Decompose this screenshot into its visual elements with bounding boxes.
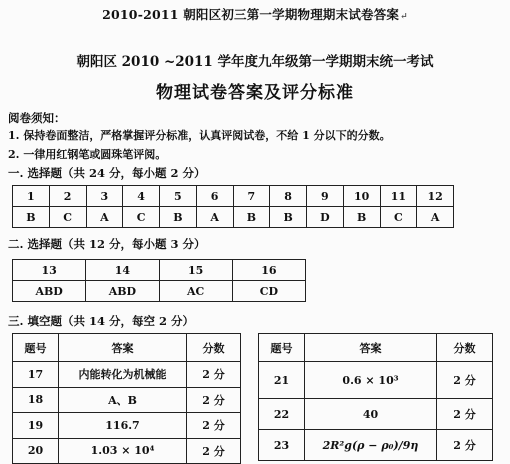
section2-answer-row bbox=[13, 281, 306, 302]
section2-answer-cell: ABD bbox=[13, 281, 86, 302]
table-row bbox=[13, 413, 241, 439]
document-title bbox=[0, 5, 510, 23]
question-number: 21 bbox=[259, 362, 305, 399]
section1-answer-cell: B bbox=[343, 207, 380, 228]
section2-answer-cell: AC bbox=[159, 281, 232, 302]
section2-number-row bbox=[13, 260, 306, 281]
answer-cell: 40 bbox=[305, 399, 437, 430]
section3-left-table bbox=[12, 333, 241, 464]
score-cell: 2 分 bbox=[437, 430, 493, 461]
section1-answer-cell: B bbox=[13, 207, 50, 228]
notice-heading: 阅卷须知： bbox=[8, 111, 66, 125]
section1-answer-cell: B bbox=[160, 207, 197, 228]
table-row bbox=[259, 430, 493, 461]
section3-heading: 三. 填空题（共 14 分，每空 2 分） bbox=[8, 314, 195, 328]
answer-cell: 0.6 × 10³ bbox=[305, 362, 437, 399]
section2-number-cell: 14 bbox=[86, 260, 159, 281]
section1-heading: 一. 选择题（共 24 分，每小题 2 分） bbox=[8, 166, 206, 180]
section3-right-header-row bbox=[259, 334, 493, 362]
header-num: 题号 bbox=[259, 334, 305, 362]
score-cell: 2 分 bbox=[437, 399, 493, 430]
section3-left-header-row bbox=[13, 334, 241, 362]
notice-line-1: 1. 保持卷面整洁，严格掌握评分标准，认真评阅试卷，不给 1 分以下的分数。 bbox=[8, 129, 391, 142]
score-cell: 2 分 bbox=[437, 362, 493, 399]
section1-number-cell: 5 bbox=[160, 186, 197, 207]
question-number: 18 bbox=[13, 387, 59, 413]
section1-number-cell: 1 bbox=[13, 186, 50, 207]
section1-answer-cell: A bbox=[196, 207, 233, 228]
exam-title: 朝阳区 2010 ~2011 学年度九年级第一学期期末统一考试 bbox=[76, 54, 434, 70]
header-score: 分数 bbox=[437, 334, 493, 362]
section3-right-table bbox=[258, 333, 493, 461]
return-mark-icon: ↵ bbox=[400, 12, 408, 22]
section1-answer-cell: A bbox=[86, 207, 123, 228]
formula-answer-cell: 2R²g(ρ − ρ₀)/9η bbox=[305, 430, 437, 461]
section1-number-cell: 4 bbox=[123, 186, 160, 207]
table-row bbox=[13, 387, 241, 413]
section2-number-cell: 13 bbox=[13, 260, 86, 281]
section1-number-cell: 9 bbox=[307, 186, 344, 207]
table-row bbox=[13, 362, 241, 388]
header-answer: 答案 bbox=[59, 334, 187, 362]
section2-heading: 二. 选择题（共 12 分，每小题 3 分） bbox=[8, 237, 206, 251]
header-answer: 答案 bbox=[305, 334, 437, 362]
document-title-text: 2010-2011 朝阳区初三第一学期物理期末试卷答案 bbox=[102, 7, 400, 22]
section1-number-cell: 8 bbox=[270, 186, 307, 207]
score-cell: 2 分 bbox=[187, 387, 241, 413]
section1-answer-row bbox=[13, 207, 454, 228]
section1-number-cell: 12 bbox=[417, 186, 454, 207]
answer-cell: 116.7 bbox=[59, 413, 187, 439]
section1-number-cell: 6 bbox=[196, 186, 233, 207]
table-row bbox=[259, 399, 493, 430]
answer-cell: A、B bbox=[59, 387, 187, 413]
section1-number-cell: 10 bbox=[343, 186, 380, 207]
section1-answer-cell: B bbox=[270, 207, 307, 228]
score-cell: 2 分 bbox=[187, 438, 241, 464]
answer-cell: 内能转化为机械能 bbox=[59, 362, 187, 388]
section1-answer-cell: C bbox=[49, 207, 86, 228]
header-num: 题号 bbox=[13, 334, 59, 362]
question-number: 20 bbox=[13, 438, 59, 464]
answer-title: 物理试卷答案及评分标准 bbox=[156, 83, 354, 103]
section1-number-cell: 3 bbox=[86, 186, 123, 207]
notice-line-2: 2. 一律用红钢笔或圆珠笔评阅。 bbox=[8, 148, 167, 161]
question-number: 22 bbox=[259, 399, 305, 430]
section2-number-cell: 16 bbox=[232, 260, 305, 281]
section1-answer-cell: C bbox=[123, 207, 160, 228]
table-row bbox=[13, 438, 241, 464]
question-number: 17 bbox=[13, 362, 59, 388]
section1-answer-cell: C bbox=[380, 207, 417, 228]
header-score: 分数 bbox=[187, 334, 241, 362]
section1-answer-cell: A bbox=[417, 207, 454, 228]
section1-number-cell: 2 bbox=[49, 186, 86, 207]
section2-answer-cell: CD bbox=[232, 281, 305, 302]
question-number: 19 bbox=[13, 413, 59, 439]
answer-cell: 1.03 × 10⁴ bbox=[59, 438, 187, 464]
section2-answer-cell: ABD bbox=[86, 281, 159, 302]
section1-answer-cell: D bbox=[307, 207, 344, 228]
score-cell: 2 分 bbox=[187, 362, 241, 388]
section1-number-row bbox=[13, 186, 454, 207]
section1-number-cell: 7 bbox=[233, 186, 270, 207]
score-cell: 2 分 bbox=[187, 413, 241, 439]
section1-number-cell: 11 bbox=[380, 186, 417, 207]
section2-table bbox=[12, 259, 306, 302]
section1-table bbox=[12, 185, 454, 228]
table-row bbox=[259, 362, 493, 399]
question-number: 23 bbox=[259, 430, 305, 461]
section1-answer-cell: B bbox=[233, 207, 270, 228]
section2-number-cell: 15 bbox=[159, 260, 232, 281]
